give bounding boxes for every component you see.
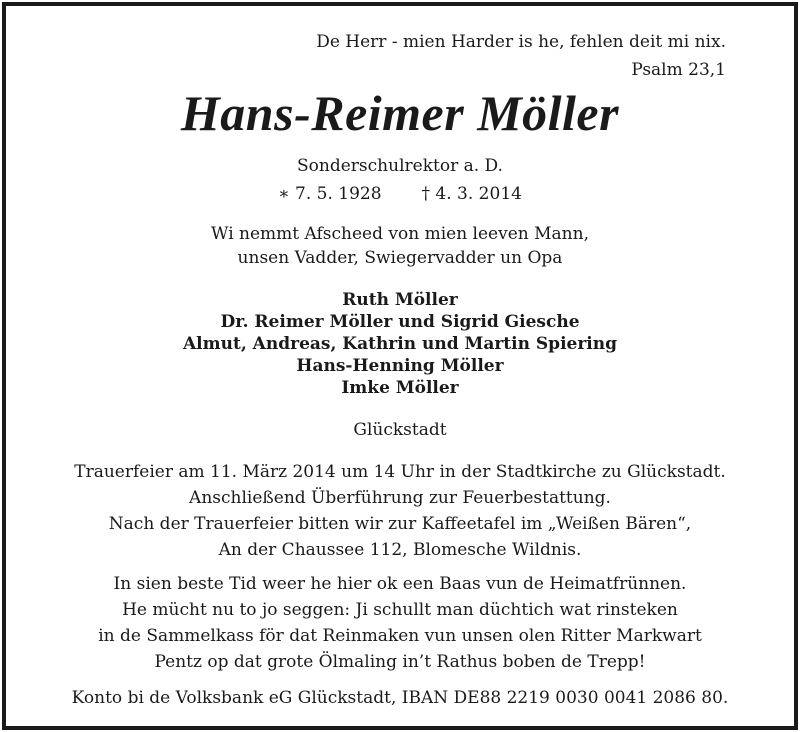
bank-account: Konto bi de Volksbank eG Glückstadt, IBAN DE88 2219 0030 0041 2086 80.	[71, 688, 729, 708]
ceremony-line: Nach der Trauerfeier bitten wir zur Kaffeetafel im „Weißen Bären“,	[108, 514, 692, 534]
ceremony-line: An der Chaussee 112, Blomesche Wildnis.	[218, 540, 582, 560]
obituary-frame	[2, 2, 798, 730]
farewell-line: Wi nemmt Afscheed von mien leeven Mann,	[211, 224, 589, 244]
place: Glückstadt	[353, 420, 447, 440]
wish-line: in de Sammelkass för dat Reinmaken vun unsen olen Ritter Markwart	[98, 626, 702, 646]
mourner-name: Hans-Henning Möller	[296, 356, 504, 376]
psalm-quote: De Herr - mien Harder is he, fehlen deit mi nix.	[316, 32, 726, 52]
ceremony-line: Anschließend Überführung zur Feuerbestattung.	[189, 488, 611, 508]
wish-line: Pentz op dat grote Ölmaling in’t Rathus boben de Trepp!	[154, 652, 646, 672]
ceremony-line: Trauerfeier am 11. März 2014 um 14 Uhr in der Stadtkirche zu Glückstadt.	[74, 462, 726, 482]
mourner-name: Imke Möller	[341, 378, 459, 398]
life-dates	[6, 184, 794, 204]
deceased-name: Hans-Reimer Möller	[180, 85, 620, 141]
birth-date: ∗ 7. 5. 1928	[278, 184, 382, 204]
death-date: † 4. 3. 2014	[421, 184, 522, 204]
deceased-profession: Sonderschulrektor a. D.	[297, 156, 503, 176]
mourner-name: Almut, Andreas, Kathrin und Martin Spiering	[182, 334, 617, 354]
mourner-name: Ruth Möller	[342, 290, 458, 310]
mourner-name: Dr. Reimer Möller und Sigrid Giesche	[220, 312, 580, 332]
wish-line: He mücht nu to jo seggen: Ji schullt man düchtich wat rinsteken	[122, 600, 678, 620]
wish-line: In sien beste Tid weer he hier ok een Baas vun de Heimatfrünnen.	[113, 574, 687, 594]
psalm-reference: Psalm 23,1	[631, 60, 726, 80]
farewell-line: unsen Vadder, Swiegervadder un Opa	[237, 248, 563, 268]
